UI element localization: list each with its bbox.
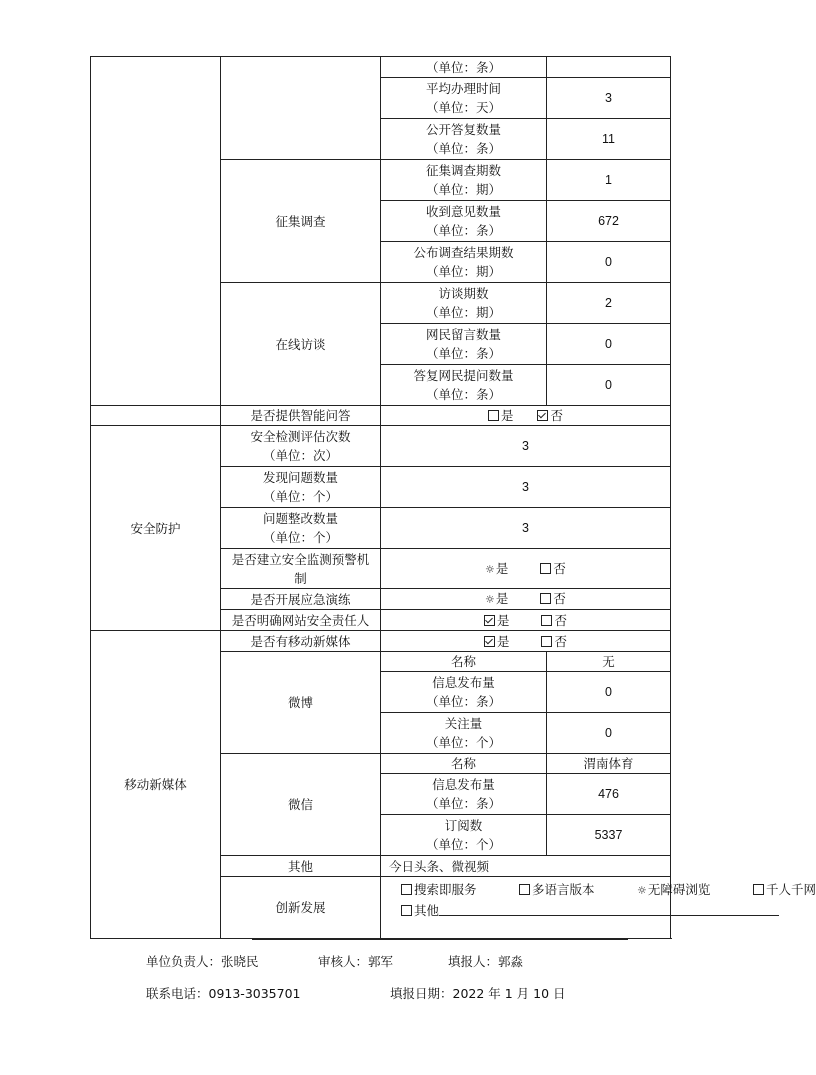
issues-fixed-value: 3	[381, 508, 671, 549]
monitor-options: ☼是 否	[381, 549, 671, 589]
weibo-info-value: 0	[547, 672, 671, 713]
unit-label: （单位：条）	[381, 57, 547, 78]
subsection-cell-empty	[221, 57, 381, 160]
messages-value: 0	[547, 324, 671, 365]
survey-periods-label: 征集调查期数 （单位：期）	[381, 160, 547, 201]
checkbox-no[interactable]	[540, 563, 551, 574]
sec-eval-label: 安全检测评估次数 （单位：次）	[221, 426, 381, 467]
publish-results-value: 0	[547, 242, 671, 283]
has-mobile-options: 是 否	[381, 631, 671, 652]
responsible-label: 是否明确网站安全责任人	[221, 610, 381, 631]
mobile-section-label: 移动新媒体	[91, 631, 221, 939]
publish-results-label: 公布调查结果期数 （单位：期）	[381, 242, 547, 283]
opinions-label: 收到意见数量 （单位：条）	[381, 201, 547, 242]
date: 填报日期：2022 年 1 月 10 日	[390, 986, 566, 1001]
survey-label: 征集调查	[221, 160, 381, 283]
interview-label: 在线访谈	[221, 283, 381, 406]
wechat-subs-value: 5337	[547, 815, 671, 856]
wechat-info-label: 信息发布量 （单位：条）	[381, 774, 547, 815]
checkbox-no[interactable]	[541, 615, 552, 626]
weibo-name-value: 无	[547, 652, 671, 672]
survey-periods-value: 1	[547, 160, 671, 201]
signature-line	[146, 952, 523, 970]
smart-qa-options: 是 否	[381, 406, 671, 426]
contact-line	[146, 984, 566, 1002]
issues-found-value: 3	[381, 467, 671, 508]
responsible-options: 是 否	[381, 610, 671, 631]
interview-periods-value: 2	[547, 283, 671, 324]
value-cell-empty	[547, 57, 671, 78]
drill-options: ☼是 否	[381, 589, 671, 610]
public-reply-value: 11	[547, 119, 671, 160]
sun-bullet-icon[interactable]: ☼	[636, 884, 647, 897]
other-value: 今日头条、微视频	[381, 856, 671, 877]
section-cell-empty	[91, 57, 221, 406]
weibo-label: 微博	[221, 652, 381, 754]
wechat-name-value: 渭南体育	[547, 754, 671, 774]
phone: 联系电话：0913-3035701	[146, 986, 301, 1001]
section-cell-empty-end	[91, 406, 221, 426]
checkbox-no-checked[interactable]	[537, 410, 548, 421]
weibo-name-label: 名称	[381, 652, 547, 672]
other-fill-line[interactable]	[439, 905, 779, 916]
issues-fixed-label: 问题整改数量 （单位：个）	[221, 508, 381, 549]
filler: 填报人：郭淼	[448, 954, 524, 969]
wechat-label: 微信	[221, 754, 381, 856]
unit-head: 单位负责人：张晓民	[146, 954, 259, 969]
sun-bullet-icon[interactable]: ☼	[485, 562, 495, 576]
other-fill-line-2	[252, 939, 628, 940]
reviewer: 审核人：郭军	[318, 954, 394, 969]
checkbox-no[interactable]	[541, 636, 552, 647]
other-label: 其他	[221, 856, 381, 877]
checkbox-yes-checked[interactable]	[484, 615, 495, 626]
public-reply-label: 公开答复数量 （单位：条）	[381, 119, 547, 160]
smart-qa-label: 是否提供智能问答	[221, 406, 381, 426]
wechat-subs-label: 订阅数 （单位：个）	[381, 815, 547, 856]
checkbox-search[interactable]	[401, 884, 412, 895]
innovation-options: 搜索即服务 多语言版本 ☼无障碍浏览 千人千网 其他	[381, 877, 671, 939]
weibo-followers-value: 0	[547, 713, 671, 754]
avg-time-label: 平均办理时间 （单位：天）	[381, 78, 547, 119]
checkbox-other[interactable]	[401, 905, 412, 916]
wechat-info-value: 476	[547, 774, 671, 815]
checkbox-yes-checked[interactable]	[484, 636, 495, 647]
interview-periods-label: 访谈期数 （单位：期）	[381, 283, 547, 324]
checkbox-personal[interactable]	[753, 884, 764, 895]
answers-label: 答复网民提问数量 （单位：条）	[381, 365, 547, 406]
has-mobile-label: 是否有移动新媒体	[221, 631, 381, 652]
avg-time-value: 3	[547, 78, 671, 119]
checkbox-yes[interactable]	[488, 410, 499, 421]
checkbox-lang[interactable]	[519, 884, 530, 895]
answers-value: 0	[547, 365, 671, 406]
opinions-value: 672	[547, 201, 671, 242]
sun-bullet-icon[interactable]: ☼	[485, 593, 495, 606]
weibo-followers-label: 关注量 （单位：个）	[381, 713, 547, 754]
wechat-name-label: 名称	[381, 754, 547, 774]
monitor-label: 是否建立安全监测预警机 制	[221, 549, 381, 589]
security-section-label: 安全防护	[91, 426, 221, 631]
messages-label: 网民留言数量 （单位：条）	[381, 324, 547, 365]
checkbox-no[interactable]	[540, 593, 551, 604]
issues-found-label: 发现问题数量 （单位：个）	[221, 467, 381, 508]
weibo-info-label: 信息发布量 （单位：条）	[381, 672, 547, 713]
sec-eval-value: 3	[381, 426, 671, 467]
report-table	[90, 56, 816, 939]
drill-label: 是否开展应急演练	[221, 589, 381, 610]
innovation-label: 创新发展	[221, 877, 381, 939]
